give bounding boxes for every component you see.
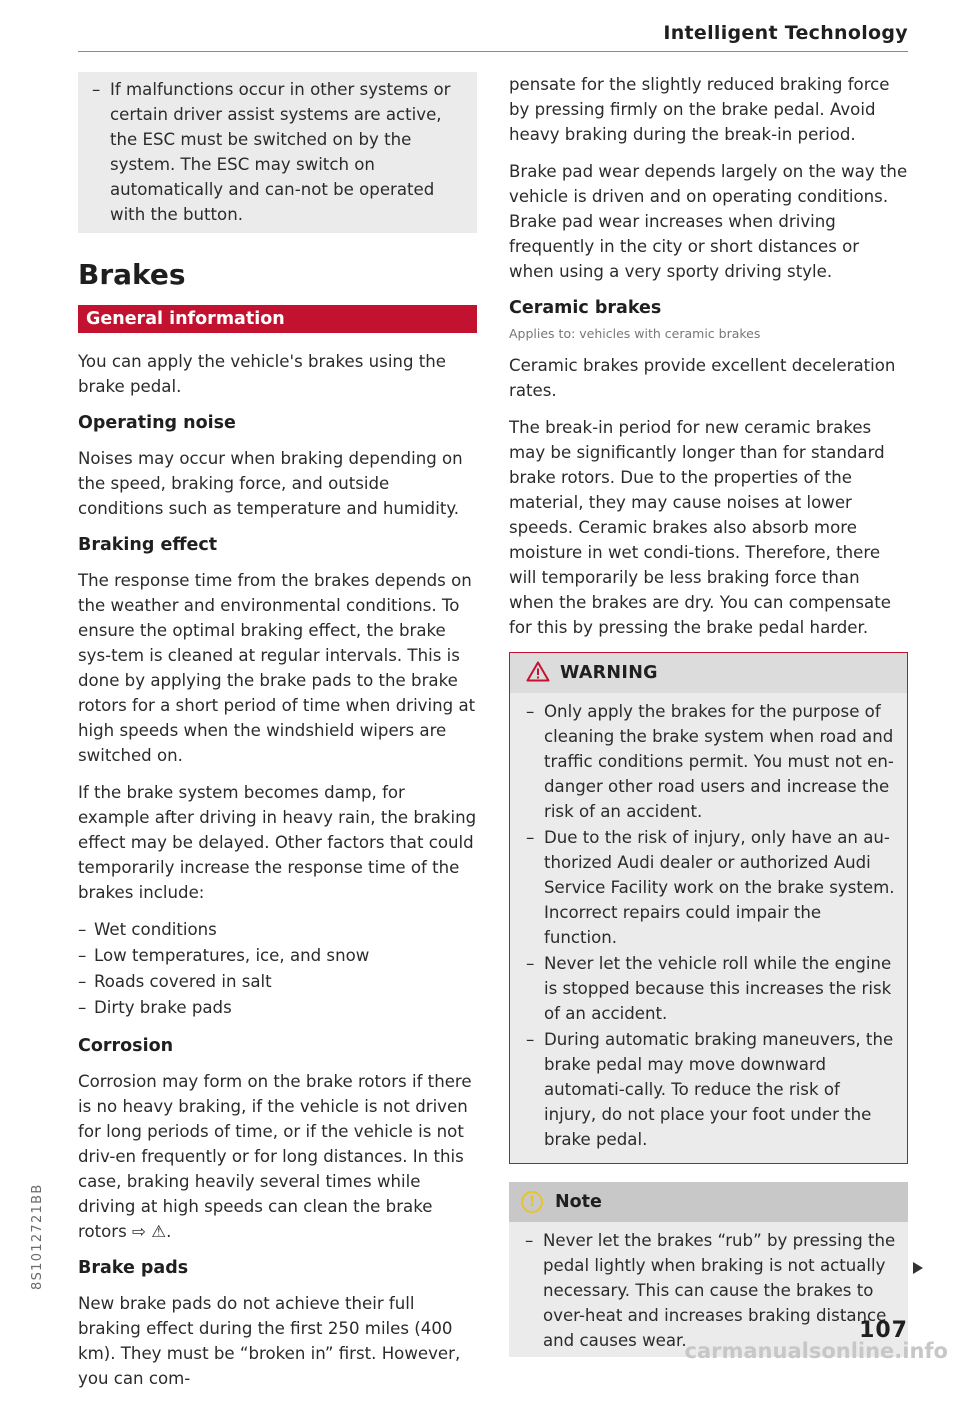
note-body: [509, 1222, 908, 1357]
applies-to-note: Applies to: vehicles with ceramic brakes: [509, 326, 761, 341]
warning-item: – Due to the risk of injury, only have an au-thorized Audi dealer or authorized Audi Service Facility work on the brake system. Incorrect repairs could impair the function.: [526, 825, 895, 950]
page-header-title: Intelligent Technology: [663, 22, 908, 44]
list-item: – Roads covered in salt: [78, 969, 477, 995]
left-column: [78, 72, 477, 1403]
warning-item: – During automatic braking maneuvers, the brake pedal may move downward automati-cally. To reduce the risk of injury, do not place your foot under the brake pedal.: [526, 1027, 895, 1152]
continue-arrow-icon: [913, 1262, 923, 1274]
warning-body: [510, 693, 907, 1163]
list-item: – Low temperatures, ice, and snow: [78, 943, 477, 969]
heading-operating-noise: Operating noise: [78, 413, 236, 433]
brake-pads-paragraph: New brake pads do not achieve their full braking effect during the first 250 miles (400 km). They must be “broken in” first. However, you can com-: [78, 1294, 461, 1388]
warning-triangle-icon: [526, 661, 550, 686]
heading-brake-pads: Brake pads: [78, 1258, 189, 1278]
warning-item: – Only apply the brakes for the purpose of cleaning the brake system when road and traffic conditions permit. You must not en-danger other road users and increase the risk of an accident.: [526, 699, 895, 824]
note-label: Note: [555, 1192, 602, 1212]
braking-effect-paragraph: The response time from the brakes depends on the weather and environmental conditions. To ensure the optimal braking effect, the brake sys-tem is cleaned at regular intervals. This is done by applying the brake pads to the brake rotors for a short period of time when driving at high speeds when the windshield wipers are switched on.: [78, 571, 476, 765]
damp-paragraph: If the brake system becomes damp, for example after driving in heavy rain, the braking effect may be delayed. Other factors that could temporarily increase the response time of the brakes include:: [78, 783, 477, 902]
heading-braking-effect: Braking effect: [78, 535, 218, 555]
operating-noise-paragraph: Noises may occur when braking depending on the speed, braking force, and outside conditions such as temperature and humidity.: [78, 449, 463, 518]
warning-item: – Never let the vehicle roll while the engine is stopped because this increases the risk of an accident.: [526, 951, 895, 1026]
continued-paragraph: pensate for the slightly reduced braking force by pressing firmly on the brake pedal. Avoid heavy braking during the break-in period.: [509, 75, 890, 144]
subsection-bar-general-information: General information: [78, 305, 477, 333]
ceramic-paragraph-2: The break-in period for new ceramic brakes may be significantly longer than for standard brake rotors. Due to the properties of the material, they may cause noises at lower speeds. Ceramic brakes also absorb more moisture in wet condi-tions. Therefore, there will temporarily be less braking force than when the brakes are dry. You can compensate for this by pressing the brake pedal harder.: [509, 418, 891, 637]
esc-continued-box: [78, 72, 477, 233]
esc-list-item: – If malfunctions occur in other systems or certain driver assist systems are active, the ESC must be switched on by the system. The ESC may switch on automatically and can-not be operated with the button.: [92, 77, 463, 227]
wear-paragraph: Brake pad wear depends largely on the way the vehicle is driven and on operating conditions. Brake pad wear increases when driving frequently in the city or short distances or when using a very sporty driving style.: [509, 162, 908, 281]
watermark: carmanualsonline.info: [684, 1339, 948, 1363]
section-title-brakes: Brakes: [78, 258, 186, 291]
header-divider: [78, 51, 908, 52]
note-header: [509, 1182, 908, 1222]
list-item: – Dirty brake pads: [78, 995, 477, 1021]
factors-list: [78, 917, 477, 1021]
heading-corrosion: Corrosion: [78, 1036, 174, 1056]
warning-reference-link[interactable]: ⇨ ⚠.: [132, 1222, 172, 1241]
document-code: 8S1012721BB: [30, 1183, 45, 1290]
note-item: – Never let the brakes “rub” by pressing the pedal lightly when braking is not actually necessary. This can cause the brakes to over-heat and increases braking distance and causes wear.: [525, 1228, 896, 1353]
intro-paragraph: You can apply the vehicle's brakes using the brake pedal.: [78, 352, 446, 396]
warning-header: [510, 653, 907, 693]
warning-label: WARNING: [560, 663, 658, 683]
corrosion-text: Corrosion may form on the brake rotors if there is no heavy braking, if the vehicle is not driven for long periods of time, or if the vehicle is not driv-en frequently or for long distances. In this case, braking heavily several times while driving at high speeds can clean the brake rotors: [78, 1072, 472, 1241]
ceramic-paragraph-1: Ceramic brakes provide excellent deceleration rates.: [509, 356, 896, 400]
info-circle-icon: !: [521, 1191, 543, 1213]
warning-box: [509, 652, 908, 1164]
corrosion-paragraph: [78, 1069, 477, 1244]
right-column: [509, 72, 908, 1357]
list-item: – Wet conditions: [78, 917, 477, 943]
note-box: [509, 1182, 908, 1357]
heading-ceramic-brakes: Ceramic brakes: [509, 298, 662, 318]
page-number: 107: [859, 1318, 908, 1343]
